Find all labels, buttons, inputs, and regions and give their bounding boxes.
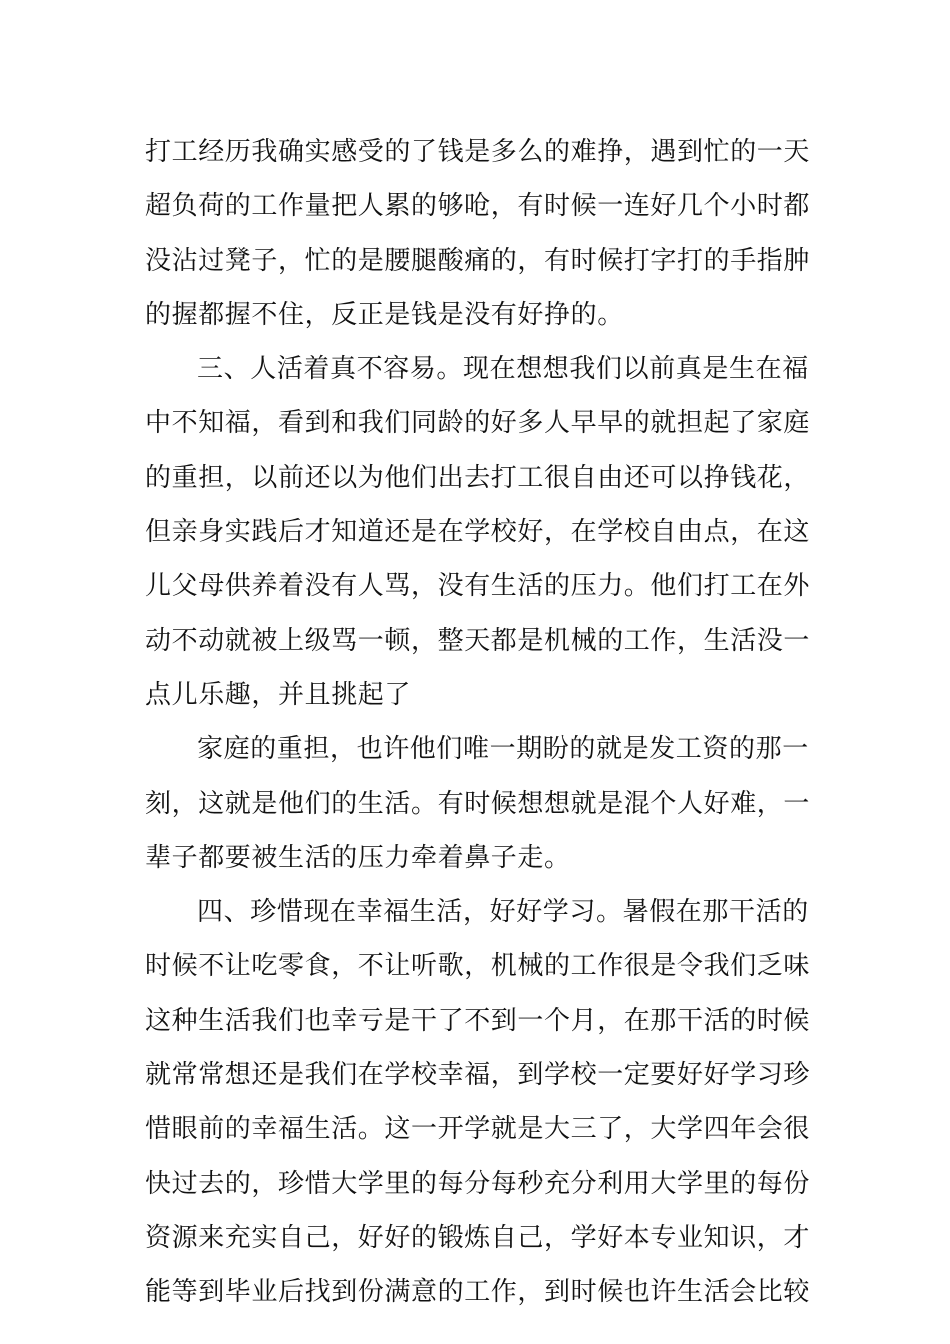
text-line: 但亲身实践后才知道还是在学校好，在学校自由点，在这	[145, 517, 811, 548]
paragraph-start-line: 四、珍惜现在幸福生活，好好学习。暑假在那干活的	[197, 897, 809, 928]
text-line: 资源来充实自己，好好的锻炼自己，学好本专业知识，才	[145, 1222, 811, 1253]
text-line: 中不知福，看到和我们同龄的好多人早早的就担起了家庭	[145, 408, 811, 439]
text-line: 快过去的，珍惜大学里的每分每秒充分利用大学里的每份	[145, 1168, 811, 1199]
paragraph-start-line: 三、人活着真不容易。现在想想我们以前真是生在福	[197, 354, 809, 385]
text-line: 惜眼前的幸福生活。这一开学就是大三了，大学四年会很	[145, 1114, 811, 1145]
paragraph-start-line: 家庭的重担，也许他们唯一期盼的就是发工资的那一	[197, 734, 809, 765]
text-line: 点儿乐趣，并且挑起了	[145, 679, 412, 710]
text-line: 时候不让吃零食，不让听歌，机械的工作很是令我们乏味	[145, 951, 811, 982]
text-line: 动不动就被上级骂一顿，整天都是机械的工作，生活没一	[145, 625, 811, 656]
body-text	[145, 125, 810, 1320]
text-line: 超负荷的工作量把人累的够呛，有时候一连好几个小时都	[145, 191, 811, 222]
text-line: 辈子都要被生活的压力牵着鼻子走。	[145, 842, 571, 873]
text-line: 打工经历我确实感受的了钱是多么的难挣，遇到忙的一天	[145, 137, 811, 167]
text-line: 儿父母供养着没有人骂，没有生活的压力。他们打工在外	[145, 571, 811, 602]
text-line: 能等到毕业后找到份满意的工作，到时候也许生活会比较	[145, 1277, 811, 1308]
text-line: 没沾过凳子，忙的是腰腿酸痛的，有时候打字打的手指肿	[145, 245, 811, 276]
text-line: 的重担，以前还以为他们出去打工很自由还可以挣钱花，	[145, 462, 811, 493]
text-line: 就常常想还是我们在学校幸福，到学校一定要好好学习珍	[145, 1060, 811, 1091]
text-line: 刻，这就是他们的生活。有时候想想就是混个人好难，一	[145, 788, 811, 819]
text-line: 的握都握不住，反正是钱是没有好挣的。	[145, 299, 624, 330]
text-line: 这种生活我们也幸亏是干了不到一个月，在那干活的时候	[145, 1005, 811, 1036]
